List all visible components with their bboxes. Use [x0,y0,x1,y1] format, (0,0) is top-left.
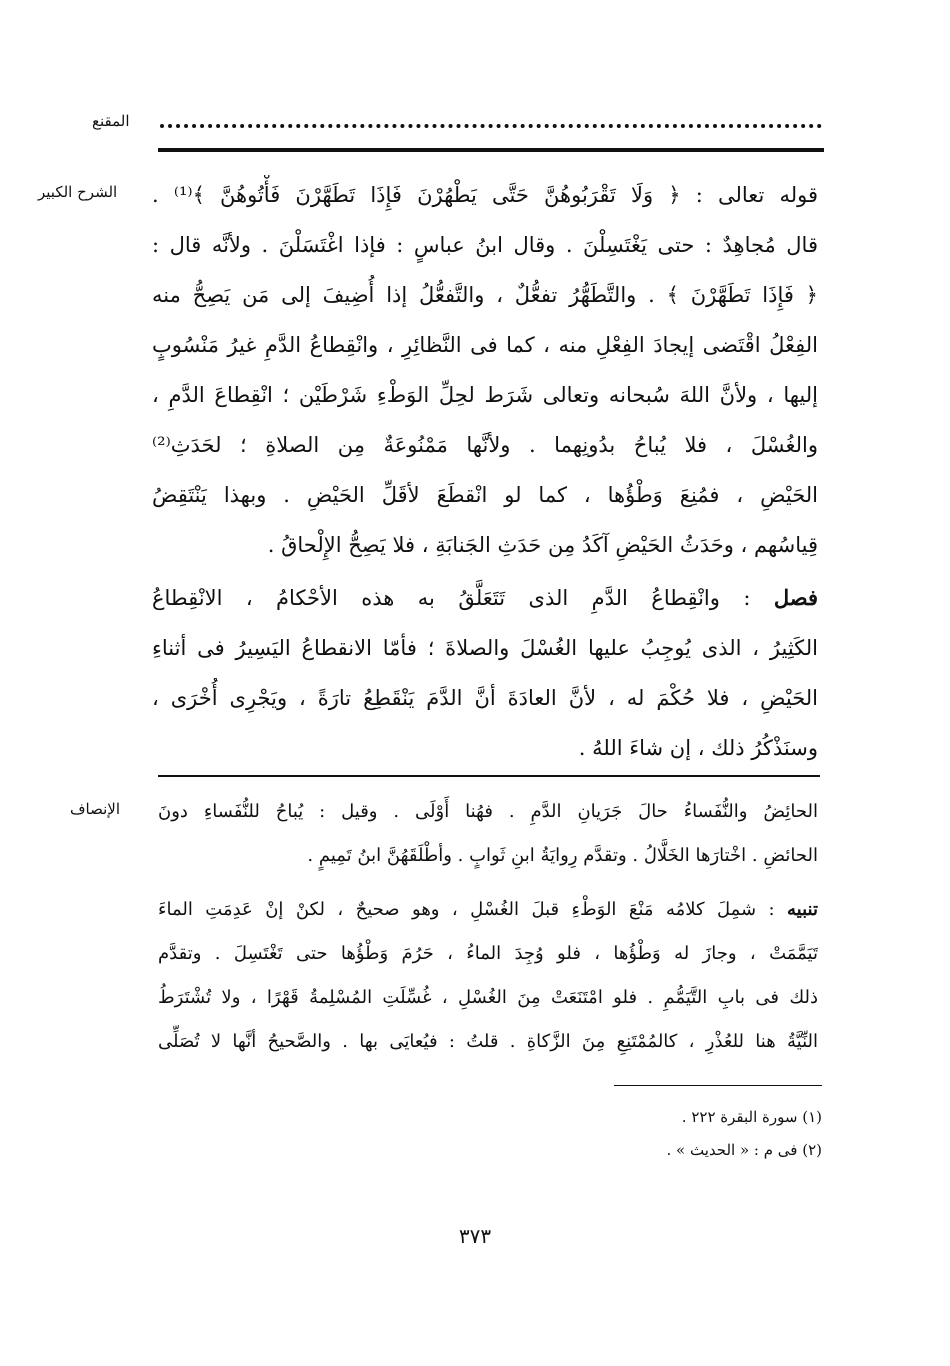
footnote-rule [614,1085,822,1086]
fasl-text: : وانْقِطاعُ الدَّمِ الذى تَتَعَلَّقُ به هذه الأحْكامُ ، الانْقِطاعُ [152,586,751,610]
page-number: ٣٧٣ [458,1224,492,1248]
tanbih-line: ذلك فى بابِ التَّيَمُّمِ . فلو امْتَنَعَتْ مِنَ الغُسْلِ ، غُسِّلَتِ المُسْلِمةُ قَهْرًا ، ولا تُشْتَرَطُ [158,987,818,1008]
footnote: (١) سورة البقرة ٢٢٢ . [681,1108,822,1126]
fasl-heading: فصل [773,585,818,610]
sharh-line: والغُسْلَ ، فلا يُباحُ بدُونِهما . ولأنَّها مَمْنُوعَةٌ مِن الصلاةِ ؛ لحَدَثِ⁽²⁾ [152,433,818,457]
tanbih-text: : شمِلَ كلامُه مَنْعَ الوَطْءِ قبلَ الغُسْلِ ، وهو صحيحٌ ، لكنْ إنْ عَدِمَتِ الماءَ [158,899,775,920]
fasl-line: الكَثِيرُ ، الذى يُوجِبُ عليها الغُسْلَ والصلاةَ ؛ فأمّا الانقطاعُ اليَسِيرُ فى أثناءِ [152,636,818,660]
fasl-line: وسنَذْكُرُ ذلك ، إن شاءَ اللهُ . [578,736,818,760]
footnote: (٢) فى م : « الحديث » . [666,1141,822,1159]
tanbih-line: تَيَمَّمَتْ ، وجازَ له وَطْؤُها ، فلو وُجِدَ الماءُ ، حَرُمَ وَطْؤُها حتى تَغْتَسِلَ . وتقدَّم [158,943,818,964]
sharh-line: إليها ، ولأنَّ اللهَ سُبحانه وتعالى شَرَط لحِلِّ الوَطْءِ شَرْطَيْن ؛ انْقِطاعَ الدَّمِ ، [152,383,818,407]
header-rule [158,148,824,152]
sharh-line: قوله تعالى : ﴿ وَلَا تَقْرَبُوهُنَّ حَتَّى يَطْهُرْنَ فَإِذَا تَطَهَّرْنَ فَأْتُوهُنَّ ﴾⁽¹⁾ . [152,183,818,207]
sharh-line: قال مُجاهِدٌ : حتى يَغْتَسِلْنَ . وقال ابنُ عباسٍ : فإذا اغْتَسَلْنَ . ولأنَّه قال : [152,233,818,257]
insaf-line: الحائضِ . اخْتارَها الخَلَّالُ . وتقدَّم رِوايَةُ ابنِ ثَوابٍ . وأطْلَقَهُنَّ ابنُ تَمِيمٍ . [307,845,818,866]
tanbih-line [158,893,818,933]
fasl-line: الحَيْضِ ، فلا حُكْمَ له ، لأنَّ العادَةَ أنَّ الدَّمَ يَنْقَطِعُ تارَةً ، ويَجْرِى أُخْرَى ، [152,686,818,710]
tanbih-heading: تنبيه [787,899,818,920]
section-divider [158,775,820,777]
fasl-line [152,578,818,622]
sharh-line: الفِعْلُ اقْتَضى إيجادَ الفِعْلِ منه ، كما فى النَّظائِرِ ، وانْقِطاعُ الدَّمِ غيرُ مَنْسُوبٍ [152,333,818,357]
insaf-label: الإنصاف [70,800,121,818]
sharh-label: الشرح الكبير [38,183,118,201]
sharh-line: قِياسُهم ، وحَدَثُ الحَيْضِ آكَدُ مِن حَدَثِ الجَنابَةِ ، فلا يَصِحُّ الإِلْحاقُ . [267,533,818,557]
tanbih-line: النِّيَّةُ هنا للعُذْرِ ، كالمُمْتَنِعِ مِنَ الزَّكاةِ . قلتُ : فيُعايَى بها . والصَّحيحُ أنَّها لا تُصَلِّى [158,1031,818,1052]
book-title: المقنع [92,112,130,130]
sharh-line: الحَيْضِ ، فمُنِعَ وَطْؤُها ، كما لو انْقطَعَ لأقَلِّ الحَيْضِ . وبهذا يَنْتَقِضُ [152,483,818,507]
sharh-line: ﴿ فَإِذَا تَطَهَّرْنَ ﴾ . والتَّطَهُّرُ تفعُّلٌ ، والتَّفعُّلُ إذا أُضِيفَ إلى مَن يَصِحُّ منه [152,283,818,307]
header-dotted-rule [160,124,822,128]
insaf-line: الحائِضُ والنُّفَساءُ حالَ جَرَيانِ الدَّمِ . فهُنا أَوْلَى . وقيل : يُباحُ للنُّفَساءِ دونَ [158,801,818,822]
